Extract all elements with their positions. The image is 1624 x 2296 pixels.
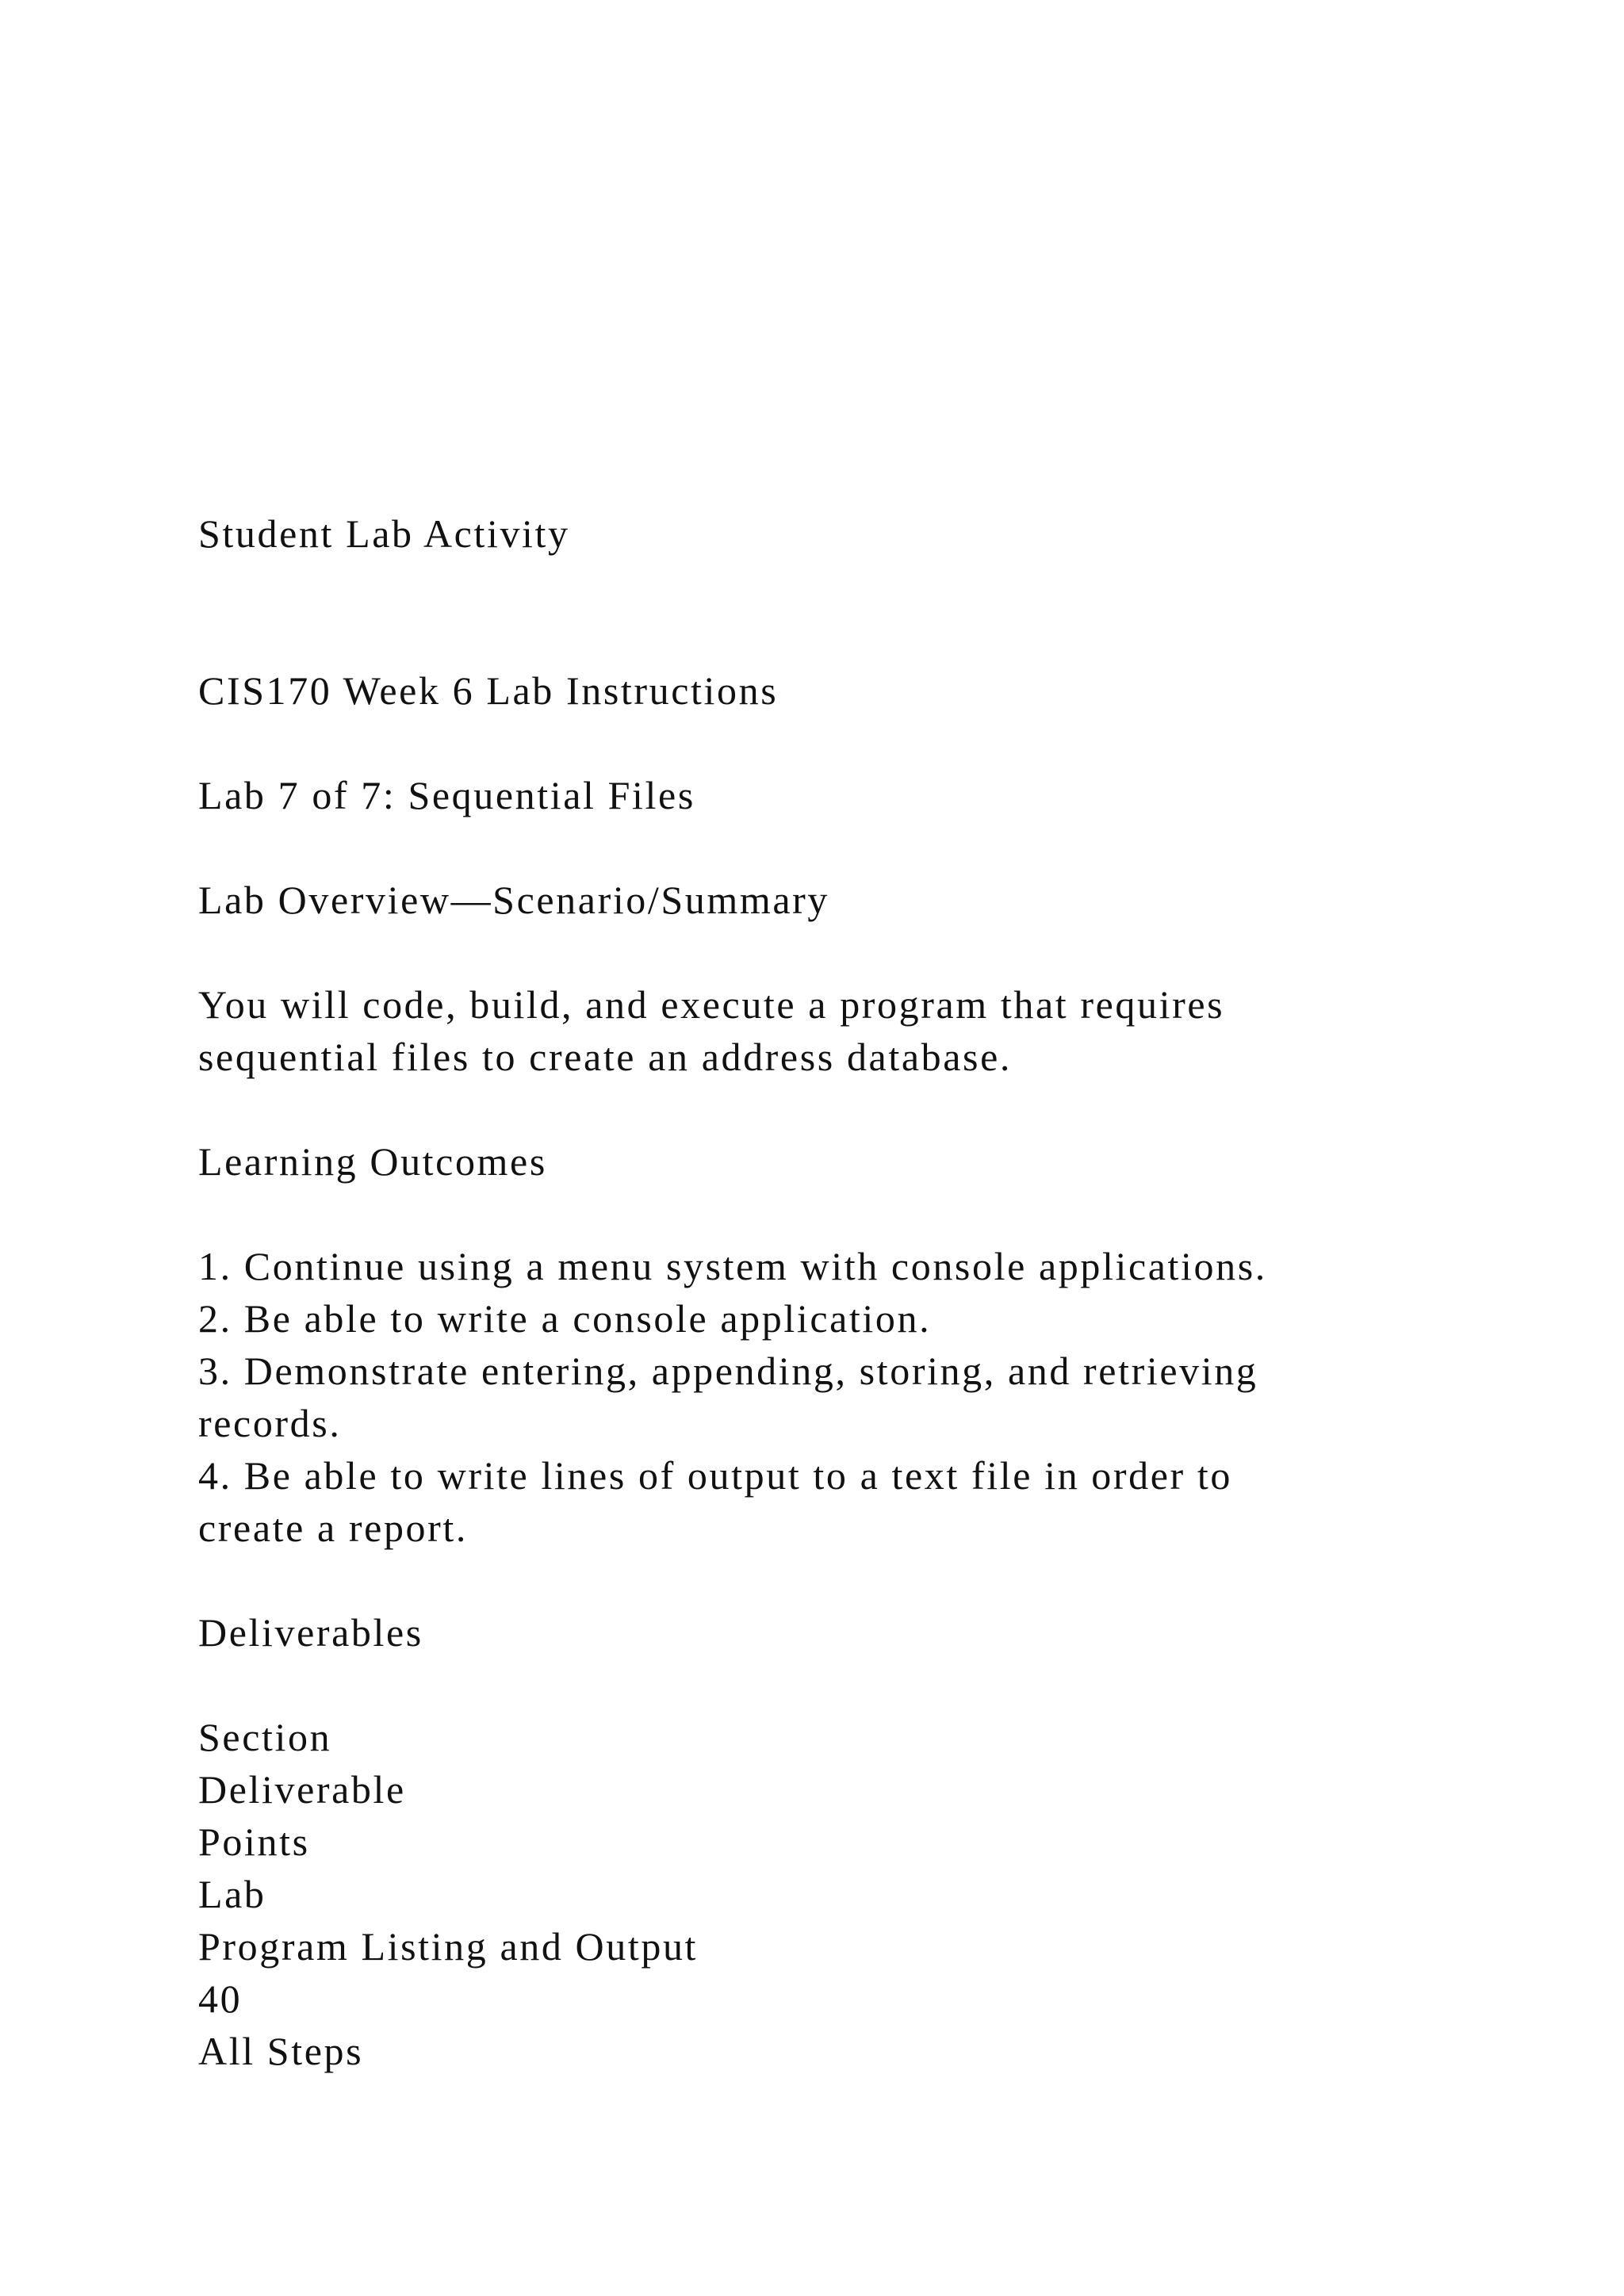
overview-heading: Lab Overview—Scenario/Summary: [198, 878, 830, 922]
outcome-line: create a report.: [198, 1506, 468, 1550]
table-header-cell: Deliverable: [198, 1767, 406, 1812]
course-title: CIS170 Week 6 Lab Instructions: [198, 668, 779, 713]
spacer: [198, 926, 1467, 978]
deliverables-table: [198, 1711, 1467, 2077]
table-cell: 40: [198, 1976, 243, 2021]
outcome-line: 3. Demonstrate entering, appending, storing, and retrieving: [198, 1349, 1258, 1393]
deliverables-heading: Deliverables: [198, 1610, 423, 1655]
table-header-cell: Section: [198, 1715, 332, 1759]
overview-line: sequential files to create an address database.: [198, 1035, 1012, 1079]
spacer: [198, 1083, 1467, 1135]
table-cell: All Steps: [198, 2029, 364, 2073]
document-body: [198, 507, 1467, 2077]
outcome-line: 4. Be able to write lines of output to a text file in order to: [198, 1453, 1232, 1498]
table-cell: Program Listing and Output: [198, 1924, 699, 1969]
document-heading: Student Lab Activity: [198, 511, 570, 556]
outcome-line: 1. Continue using a menu system with console applications.: [198, 1244, 1267, 1288]
spacer: [198, 1659, 1467, 1711]
spacer: [198, 560, 1467, 664]
lab-title: Lab 7 of 7: Sequential Files: [198, 773, 695, 817]
outcomes-heading: Learning Outcomes: [198, 1139, 547, 1184]
table-cell: Lab: [198, 1872, 266, 1916]
outcome-line: 2. Be able to write a console application.: [198, 1296, 932, 1341]
spacer: [198, 717, 1467, 769]
spacer: [198, 821, 1467, 874]
outcome-line: records.: [198, 1401, 342, 1445]
spacer: [198, 1188, 1467, 1240]
overview-line: You will code, build, and execute a program that requires: [198, 982, 1225, 1027]
table-header-cell: Points: [198, 1820, 310, 1864]
spacer: [198, 1554, 1467, 1606]
